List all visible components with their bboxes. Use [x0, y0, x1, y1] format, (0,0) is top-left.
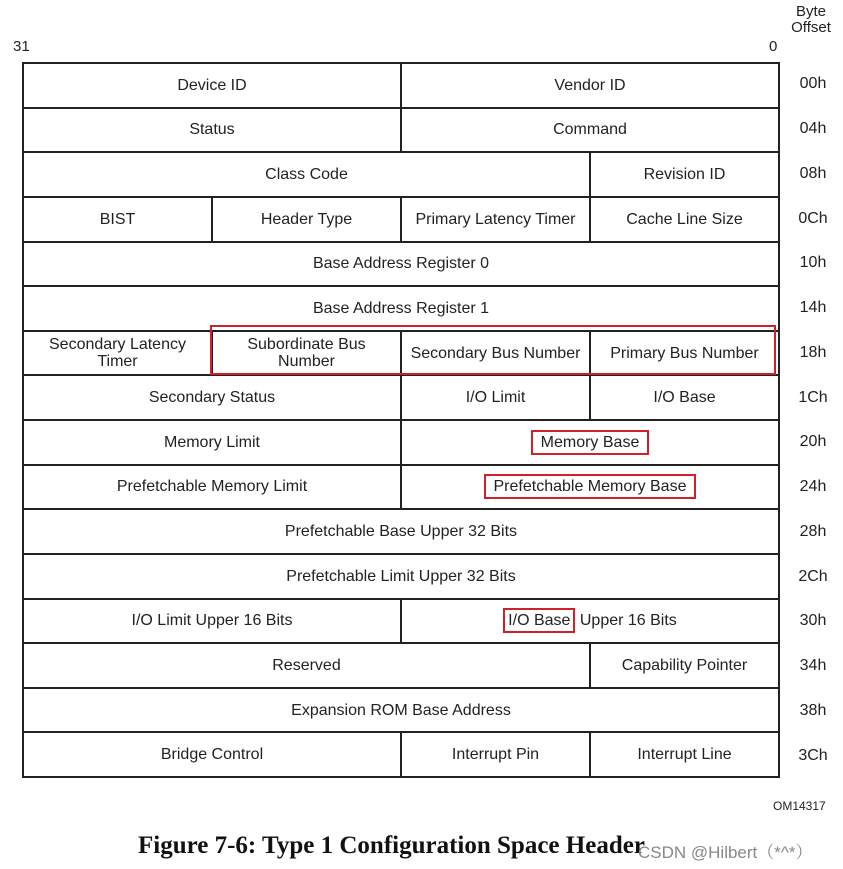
field-bridge-control: Bridge Control: [24, 733, 402, 778]
bit-31-label: 31: [13, 38, 30, 55]
field-command: Command: [402, 109, 780, 154]
field-prefetchable-base-upper: Prefetchable Base Upper 32 Bits: [24, 510, 780, 555]
offset-label: 1Ch: [798, 388, 828, 406]
field-prefetchable-memory-base: Prefetchable Memory Base: [484, 474, 697, 499]
offset-label: 28h: [799, 522, 827, 540]
field-bist: BIST: [24, 198, 213, 243]
byte-offset-header: [784, 4, 838, 36]
field-class-code: Class Code: [24, 153, 591, 198]
offset-label: 34h: [799, 657, 827, 675]
field-secondary-bus-number: Secondary Bus Number: [402, 332, 591, 377]
field-reserved: Reserved: [24, 644, 591, 689]
field-io-base-upper-rest: Upper 16 Bits: [575, 612, 677, 630]
field-header-type: Header Type: [213, 198, 402, 243]
field-io-base-upper: [402, 600, 780, 645]
offset-label: 24h: [799, 478, 827, 496]
offset-label: 3Ch: [798, 746, 828, 764]
offset-label: 08h: [799, 164, 827, 182]
byte-offset-line1: Byte: [795, 3, 826, 20]
offset-label: 0Ch: [798, 209, 828, 227]
offset-label: 00h: [799, 75, 827, 93]
offset-label: 30h: [799, 612, 827, 630]
field-prefetchable-limit-upper: Prefetchable Limit Upper 32 Bits: [24, 555, 780, 600]
field-capability-pointer: Capability Pointer: [591, 644, 780, 689]
offset-label: 04h: [799, 120, 827, 138]
field-prefetchable-memory-limit: Prefetchable Memory Limit: [24, 466, 402, 511]
field-io-limit-upper: I/O Limit Upper 16 Bits: [24, 600, 402, 645]
field-cache-line-size: Cache Line Size: [591, 198, 780, 243]
field-status: Status: [24, 109, 402, 154]
byte-offset-line2: Offset: [791, 19, 831, 36]
field-vendor-id: Vendor ID: [402, 64, 780, 109]
field-revision-id: Revision ID: [591, 153, 780, 198]
offset-label: 10h: [799, 254, 827, 272]
field-prefetchable-memory-base-cell: [402, 466, 780, 511]
bus-number-highlight: [210, 325, 776, 375]
field-secondary-latency-timer: Secondary Latency Timer: [24, 332, 213, 377]
watermark: CSDN @Hilbert（*^*）: [638, 843, 813, 862]
offset-label: 20h: [799, 433, 827, 451]
field-primary-latency-timer: Primary Latency Timer: [402, 198, 591, 243]
field-expansion-rom: Expansion ROM Base Address: [24, 689, 780, 734]
field-primary-bus-number: Primary Bus Number: [591, 332, 780, 377]
byte-offset-column: [784, 62, 842, 778]
config-space-table: [22, 62, 780, 778]
field-memory-limit: Memory Limit: [24, 421, 402, 466]
offset-label: 14h: [799, 299, 827, 317]
field-device-id: Device ID: [24, 64, 402, 109]
figure-id: OM14317: [773, 799, 826, 813]
field-interrupt-pin: Interrupt Pin: [402, 733, 591, 778]
field-interrupt-line: Interrupt Line: [591, 733, 780, 778]
field-io-base: I/O Base: [591, 376, 780, 421]
field-bar0: Base Address Register 0: [24, 243, 780, 288]
offset-label: 38h: [799, 701, 827, 719]
field-memory-base: Memory Base: [531, 430, 650, 455]
field-memory-base-cell: [402, 421, 780, 466]
field-subordinate-bus-number: Subordinate Bus Number: [213, 332, 402, 377]
offset-label: 2Ch: [798, 567, 828, 585]
field-io-base-upper-highlight: I/O Base: [503, 608, 575, 633]
field-bar1: Base Address Register 1: [24, 287, 780, 332]
figure-caption: Figure 7-6: Type 1 Configuration Space Header: [138, 832, 645, 859]
bit-0-label: 0: [769, 38, 778, 55]
field-secondary-status: Secondary Status: [24, 376, 402, 421]
offset-label: 18h: [799, 343, 827, 361]
field-io-limit: I/O Limit: [402, 376, 591, 421]
